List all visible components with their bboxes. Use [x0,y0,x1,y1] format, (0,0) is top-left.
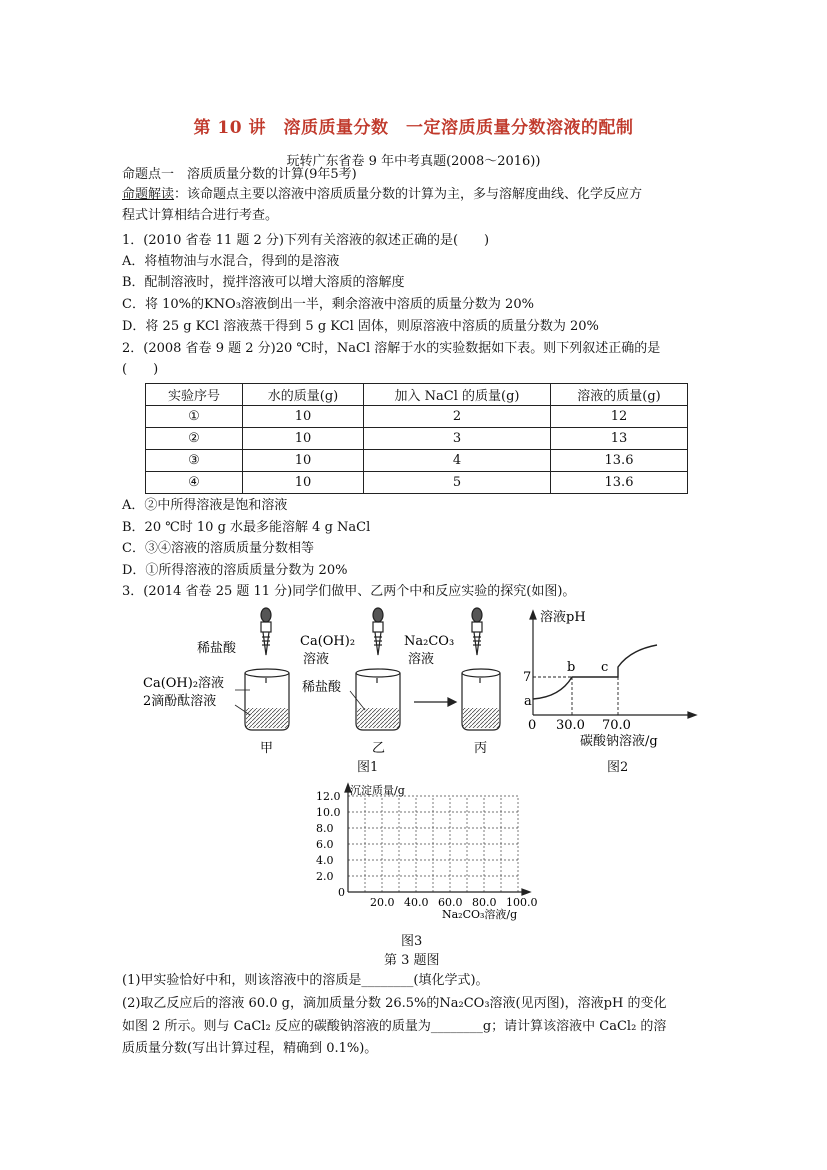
page-title: 第 10 讲 溶质质量分数 一定溶质质量分数溶液的配制 [193,118,634,138]
interpretation-text-2: 程式计算相结合进行考查。 [122,208,279,223]
q3-part-2c: 质质量分数(写出计算过程，精确到 0.1%)。 [122,1041,378,1056]
figure-1-apparatus [140,605,520,775]
x-tick-label: 80.0 [472,896,497,909]
y-tick-label: 12.0 [316,790,341,803]
table-row [146,406,688,428]
q2-option-c: C．③④溶液的溶质质量分数相等 [122,541,314,556]
dropper-icon [472,608,482,655]
table-row [146,472,688,494]
y-tick-label: 8.0 [316,822,334,835]
table-cell: 13.6 [551,450,688,472]
table-cell: 10 [243,450,364,472]
figure-2-ph-chart [520,605,700,755]
topic-heading: 命题点一 溶质质量分数的计算(9年5考) [122,167,357,182]
table-cell: 3 [364,428,551,450]
interpretation-label: 命题解读 [122,187,175,202]
label-caoh2: Ca(OH)₂ [300,634,356,649]
table-cell: 12 [551,406,688,428]
q1-option-a: A．将植物油与水混合，得到的是溶液 [122,254,340,269]
arrow-icon [414,698,456,706]
table-cell: 10 [243,472,364,494]
label-solution: 溶液 [408,652,435,667]
beaker-icon [462,669,500,730]
page-subtitle: 玩转广东省卷 9 年中考真题(2008～2016)) [286,154,541,169]
x-axis-label: Na₂CO₃溶液/g [442,908,518,921]
q2-option-d: D．①所得溶液的溶质质量分数为 20% [122,563,348,578]
table-cell: 4 [364,450,551,472]
q2-option-b: B．20 ℃时 10 g 水最多能溶解 4 g NaCl [122,520,371,535]
table-header: 水的质量(g) [243,384,364,406]
figure-3-grid-chart [312,782,542,922]
figure-1-caption: 图1 [357,760,379,775]
q3-part-2a: (2)取乙反应后的溶液 60.0 g，滴加质量分数 26.5%的Na₂CO₃溶液(见丙图)，溶液pH 的变化 [122,996,667,1011]
y-tick-7: 7 [523,670,532,685]
table-cell: 10 [243,406,364,428]
label-caoh2-solution: Ca(OH)₂溶液 [143,676,225,691]
table-header: 加入 NaCl 的质量(g) [364,384,551,406]
q1-stem: 1．(2010 省卷 11 题 2 分)下列有关溶液的叙述正确的是( ) [122,233,490,248]
table-header: 溶液的质量(g) [551,384,688,406]
point-a-label: a [524,694,532,709]
table-row [146,450,688,472]
x-tick-0: 0 [528,718,537,733]
q1-option-d: D．将 25 g KCl 溶液蒸干得到 5 g KCl 固体，则原溶液中溶质的质量分数为 20% [122,319,599,334]
y-tick-label: 6.0 [316,838,334,851]
y-tick-label: 4.0 [316,854,334,867]
x-tick-70: 70.0 [602,718,631,733]
y-tick-label: 0 [338,886,345,899]
q3-figure-caption: 第 3 题图 [384,953,440,968]
dropper-icon [373,608,383,655]
table-cell: ④ [146,472,243,494]
ph-curve [533,645,657,699]
table-header: 实验序号 [146,384,243,406]
q1-option-c: C．将 10%的KNO₃溶液倒出一半，剩余溶液中溶质的质量分数为 20% [122,297,534,312]
x-tick-30: 30.0 [556,718,585,733]
label-solution: 溶液 [303,652,330,667]
x-axis-arrow [522,889,530,895]
dropper-icon [261,608,271,655]
table-cell: 10 [243,428,364,450]
beaker-icon [245,669,289,730]
table-cell: 5 [364,472,551,494]
beaker-label-a: 甲 [260,741,274,756]
table-row [146,428,688,450]
y-tick-label: 2.0 [316,870,334,883]
point-b-label: b [567,660,576,675]
y-axis-arrow [530,611,536,619]
label-dilute-hcl-2: 稀盐酸 [302,680,342,695]
interpretation-line [122,186,642,204]
grid-lines [348,796,518,892]
table-cell: 13.6 [551,472,688,494]
beaker-label-c: 丙 [474,741,488,756]
table-header-row [146,384,688,406]
q3-stem: 3．(2014 省卷 25 题 11 分)同学们做甲、乙两个中和反应实验的探究(如图)。 [122,584,576,599]
q2-stem-bracket: ( ) [122,362,159,377]
table-cell: 13 [551,428,688,450]
q3-part-2b: 如图 2 所示。则与 CaCl₂ 反应的碳酸钠溶液的质量为________g；请计算该溶液中 CaCl₂ 的溶 [122,1019,667,1034]
figure-3-caption: 图3 [401,934,423,949]
beaker-icon [356,669,400,730]
q3-part-1: (1)甲实验恰好中和，则该溶液中的溶质是________(填化学式)。 [122,973,489,988]
point-c-label: c [601,660,609,675]
interpretation-text: ：该命题点主要以溶液中溶质质量分数的计算为主，多与溶解度曲线、化学反应方 [174,187,643,202]
y-axis-label: 沉淀质量/g [350,784,405,797]
q1-option-b: B．配制溶液时，搅拌溶液可以增大溶质的溶解度 [122,275,405,290]
x-axis-arrow [688,712,696,718]
q2-data-table [145,383,688,494]
x-tick-label: 100.0 [506,896,538,909]
table-cell: ① [146,406,243,428]
table-cell: ③ [146,450,243,472]
figure-2-caption: 图2 [607,760,629,775]
table-cell: ② [146,428,243,450]
label-leader [350,691,365,710]
label-dilute-hcl: 稀盐酸 [197,641,237,656]
q2-stem: 2．(2008 省卷 9 题 2 分)20 ℃时，NaCl 溶解于水的实验数据如下表。则下列叙述正确的是 [122,341,661,356]
y-tick-label: 10.0 [316,806,341,819]
q2-option-a: A．②中所得溶液是饱和溶液 [122,498,288,513]
x-tick-label: 60.0 [438,896,463,909]
label-na2co3: Na₂CO₃ [404,634,455,649]
x-axis-label: 碳酸钠溶液/g [580,734,658,749]
table-cell: 2 [364,406,551,428]
label-phenolphthalein: 2滴酚酞溶液 [143,694,217,709]
x-tick-label: 40.0 [404,896,429,909]
y-axis-label: 溶液pH [540,610,586,625]
beaker-label-b: 乙 [372,741,386,756]
x-tick-label: 20.0 [370,896,395,909]
